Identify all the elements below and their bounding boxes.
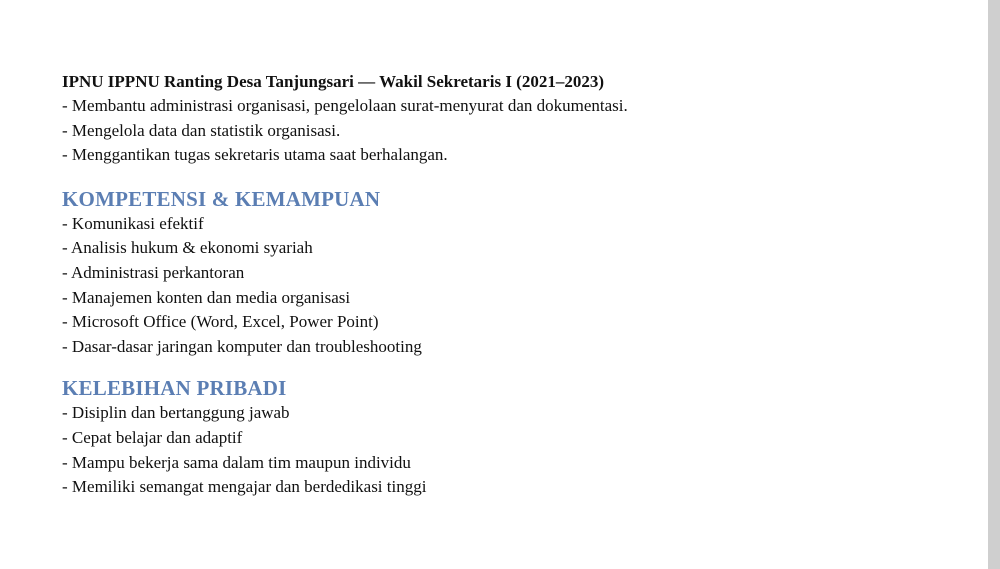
competency-item: - Komunikasi efektif bbox=[62, 213, 204, 233]
competency-item: - Dasar-dasar jaringan komputer dan troubleshooting bbox=[62, 336, 422, 356]
competencies-heading: KOMPETENSI & KEMAMPUAN bbox=[62, 186, 381, 211]
experience-item: - Mengelola data dan statistik organisasi. bbox=[62, 120, 341, 140]
experience-title: IPNU IPPNU Ranting Desa Tanjungsari — Wakil Sekretaris I (2021–2023) bbox=[62, 72, 605, 91]
competency-item: - Analisis hukum & ekonomi syariah bbox=[62, 238, 313, 258]
document-content bbox=[62, 70, 942, 500]
vertical-scrollbar[interactable] bbox=[988, 0, 1000, 569]
competency-item: - Administrasi perkantoran bbox=[62, 262, 245, 282]
experience-item: - Menggantikan tugas sekretaris utama saat berhalangan. bbox=[62, 145, 448, 165]
strength-item: - Memiliki semangat mengajar dan berdedikasi tinggi bbox=[62, 477, 427, 497]
strength-item: - Disiplin dan bertanggung jawab bbox=[62, 403, 290, 423]
competency-item: - Manajemen konten dan media organisasi bbox=[62, 287, 351, 307]
competency-item: - Microsoft Office (Word, Excel, Power Point) bbox=[62, 312, 379, 332]
strength-item: - Mampu bekerja sama dalam tim maupun individu bbox=[62, 452, 411, 472]
strength-item: - Cepat belajar dan adaptif bbox=[62, 427, 243, 447]
experience-item: - Membantu administrasi organisasi, pengelolaan surat-menyurat dan dokumentasi. bbox=[62, 96, 628, 115]
strengths-heading: KELEBIHAN PRIBADI bbox=[62, 376, 287, 401]
